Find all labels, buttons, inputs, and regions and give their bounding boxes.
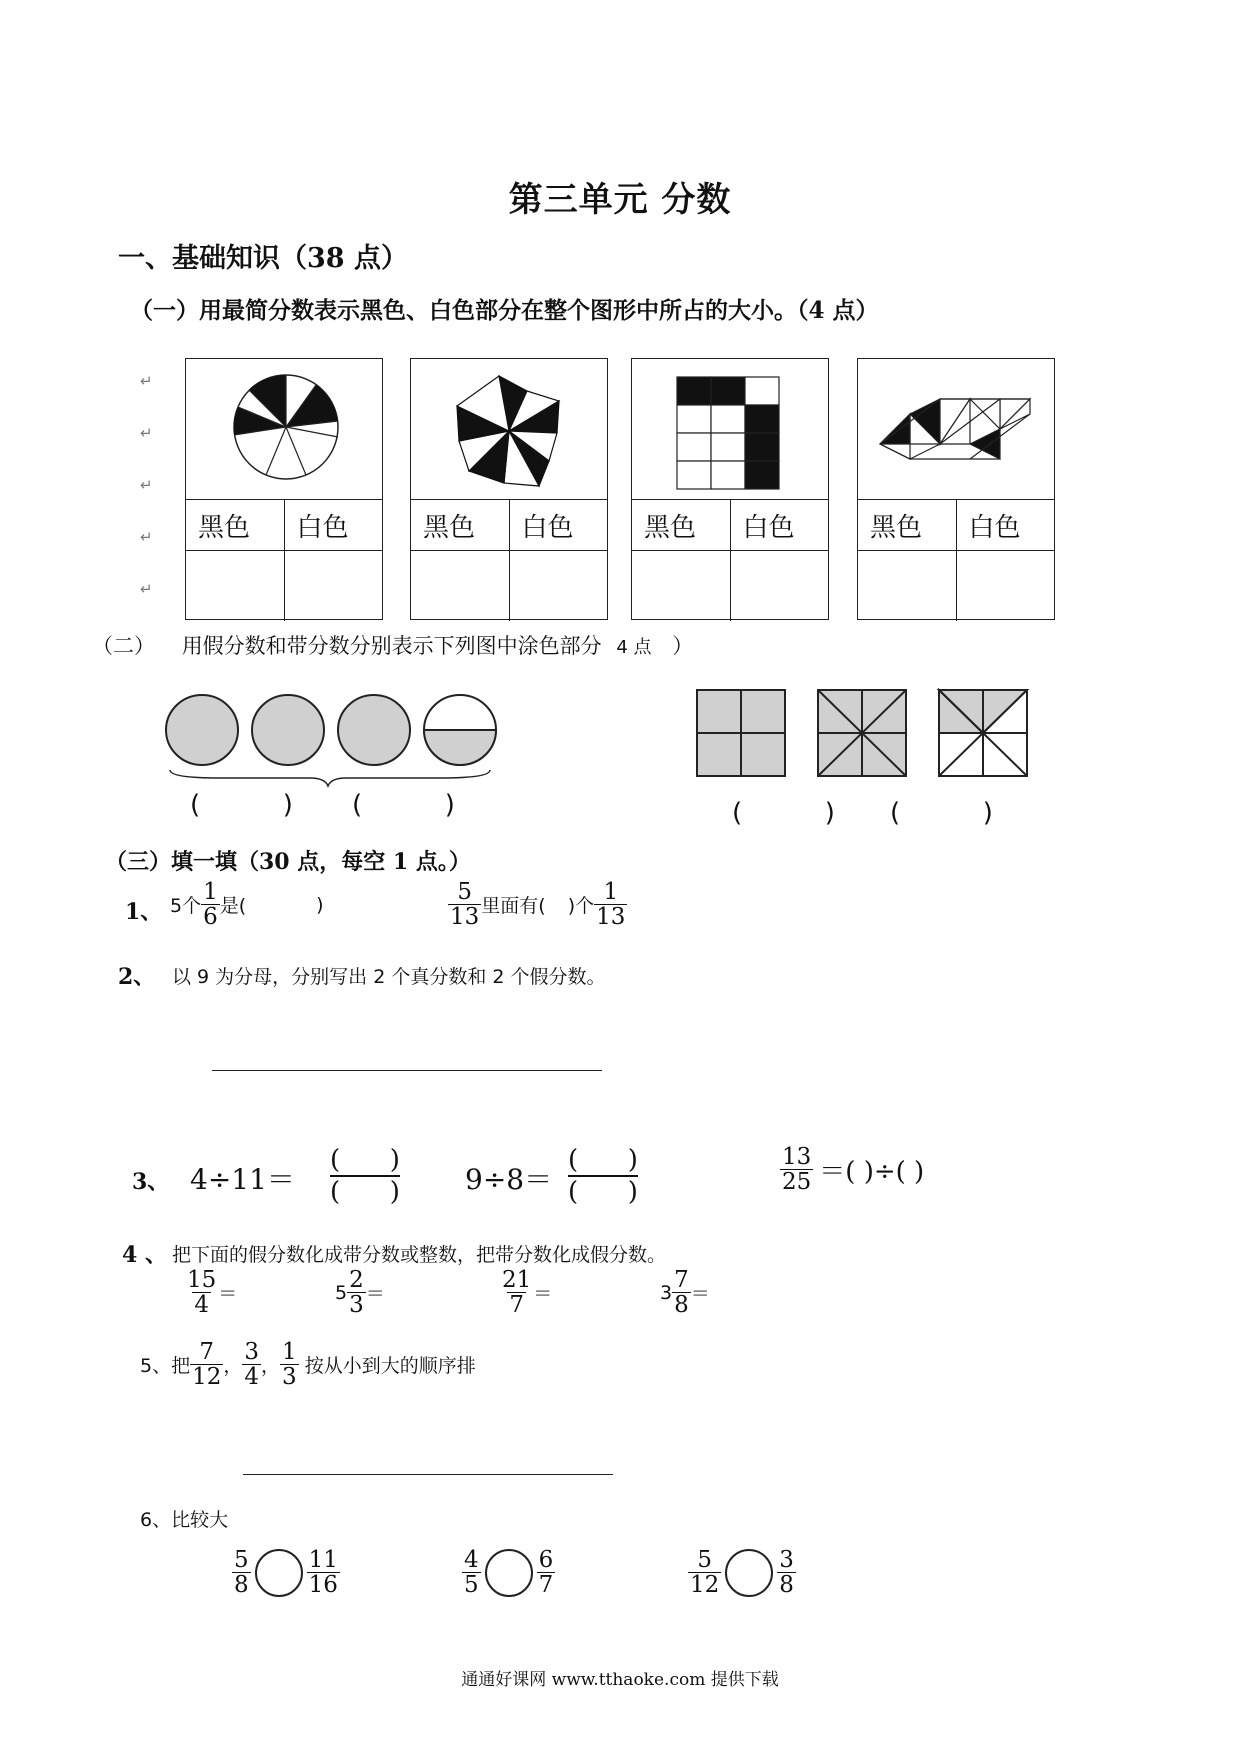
q4-item-3: $\frac{21}{7}$ ＝ xyxy=(502,1267,553,1319)
return-mark: ↵ xyxy=(140,424,153,442)
q4-item-4: 3 $\frac{7}{8}$ ＝ xyxy=(660,1267,710,1319)
q6-text: 6、比较大 xyxy=(140,1509,229,1531)
pie-icon xyxy=(186,359,382,499)
black-label: 黑色 xyxy=(632,500,731,550)
fraction: $\frac{13}{25}$ xyxy=(782,1144,812,1196)
triangles-figure xyxy=(858,359,1054,500)
answer-paren-improper[interactable]: ( ) xyxy=(190,790,293,820)
figure-box-circle xyxy=(185,358,383,620)
part2-points: 4 点 xyxy=(616,637,652,658)
return-mark: ↵ xyxy=(140,372,153,390)
part3-heading: （三）填一填（30 点，每空 1 点。） xyxy=(105,849,471,875)
figure-box-pinwheel xyxy=(410,358,608,620)
q4-number: 4 、 xyxy=(122,1242,167,1268)
black-label: 黑色 xyxy=(186,500,285,550)
pinwheel-figure xyxy=(411,359,607,500)
white-answer-cell[interactable] xyxy=(510,551,608,621)
white-label: 白色 xyxy=(968,512,1021,543)
section-heading-basics: 一、基础知识（38 点） xyxy=(118,243,408,274)
white-answer-cell[interactable] xyxy=(285,551,383,621)
fraction: $\frac{1}{13}$ xyxy=(596,879,626,931)
compare-circle[interactable] xyxy=(725,1549,773,1597)
q3-expr1: 4÷11＝ xyxy=(190,1163,295,1196)
return-mark: ↵ xyxy=(140,476,153,494)
pinwheel-icon xyxy=(411,359,607,499)
answer-paren-mixed[interactable]: ( ) xyxy=(352,790,455,820)
pie-figure xyxy=(186,359,382,500)
white-answer-cell[interactable] xyxy=(957,551,1055,621)
fraction: $\frac{5}{13}$ xyxy=(450,879,480,931)
q2-number: 2、 xyxy=(118,964,156,990)
figure-box-grid xyxy=(631,358,829,620)
black-answer-cell[interactable] xyxy=(411,551,510,621)
white-label: 白色 xyxy=(521,512,574,543)
part2-text: 用假分数和带分数分别表示下列图中涂色部分 xyxy=(181,634,602,658)
q6-compare-3: $\frac{5}{12}$ $\frac{3}{8}$ xyxy=(690,1547,794,1599)
squares-figure xyxy=(695,688,1035,792)
q2-answer-line[interactable] xyxy=(212,1070,602,1071)
grid-icon xyxy=(632,359,828,499)
part1-heading: （一）用最简分数表示黑色、白色部分在整个图形中所占的大小。（4 点） xyxy=(130,297,879,324)
q4-item-1: $\frac{15}{4}$ ＝ xyxy=(187,1267,238,1319)
compare-circle[interactable] xyxy=(255,1549,303,1597)
q3-answer-frac-1[interactable]: ( ) ( ) xyxy=(330,1145,400,1207)
grid-figure xyxy=(632,359,828,500)
circles-icon xyxy=(160,690,520,800)
q5: 5、把 $\frac{7}{12}$ ， $\frac{3}{4}$ ， $\frac{1}{3}$ 按从小到大的顺序排 xyxy=(140,1339,476,1391)
q1-b: $\frac{5}{13}$ 里面有( )个 $\frac{1}{13}$ xyxy=(450,879,626,931)
return-mark: ↵ xyxy=(140,580,153,598)
q6-compare-1: $\frac{5}{8}$ $\frac{11}{16}$ xyxy=(234,1547,338,1599)
q4-item-2: 5 $\frac{2}{3}$ ＝ xyxy=(335,1267,385,1319)
q1-number: 1、 xyxy=(125,899,163,925)
footer-credit: 通通好课网 www.tthaoke.com 提供下载 xyxy=(461,1670,779,1690)
q3-number: 3、 xyxy=(132,1169,170,1195)
q5-answer-line[interactable] xyxy=(243,1474,613,1475)
q3-expr2: 9÷8＝ xyxy=(465,1163,553,1196)
black-label: 黑色 xyxy=(858,500,957,550)
return-mark: ↵ xyxy=(140,528,153,546)
q4-text: 把下面的假分数化成带分数或整数，把带分数化成假分数。 xyxy=(172,1244,667,1266)
black-answer-cell[interactable] xyxy=(632,551,731,621)
q3-expr3 xyxy=(780,1145,924,1194)
triangles-icon xyxy=(858,359,1054,499)
q1-a: 5个 $\frac{1}{6}$ 是( ) xyxy=(170,879,324,931)
q3-division-blanks[interactable]: ＝( )÷( ) xyxy=(819,1157,925,1188)
squares-icon xyxy=(695,688,1035,788)
q6-compare-2: $\frac{4}{5}$ $\frac{6}{7}$ xyxy=(464,1547,554,1599)
q3-answer-frac-2[interactable]: ( ) ( ) xyxy=(568,1145,638,1207)
q2-text: 以 9 为分母，分别写出 2 个真分数和 2 个假分数。 xyxy=(172,966,606,988)
part2-heading: （二） 用假分数和带分数分别表示下列图中涂色部分 4 点 ） xyxy=(92,634,694,658)
circles-figure xyxy=(160,690,520,804)
black-answer-cell[interactable] xyxy=(186,551,285,621)
white-label: 白色 xyxy=(296,512,349,543)
white-label: 白色 xyxy=(742,512,795,543)
white-answer-cell[interactable] xyxy=(731,551,829,621)
compare-circle[interactable] xyxy=(485,1549,533,1597)
answer-paren-improper-2[interactable]: ( ) xyxy=(732,798,835,828)
answer-paren-mixed-2[interactable]: ( ) xyxy=(890,798,993,828)
black-answer-cell[interactable] xyxy=(858,551,957,621)
figure-box-triangles xyxy=(857,358,1055,620)
page-title: 第三单元 分数 xyxy=(508,180,732,220)
black-label: 黑色 xyxy=(411,500,510,550)
fraction: $\frac{1}{6}$ xyxy=(203,879,218,931)
